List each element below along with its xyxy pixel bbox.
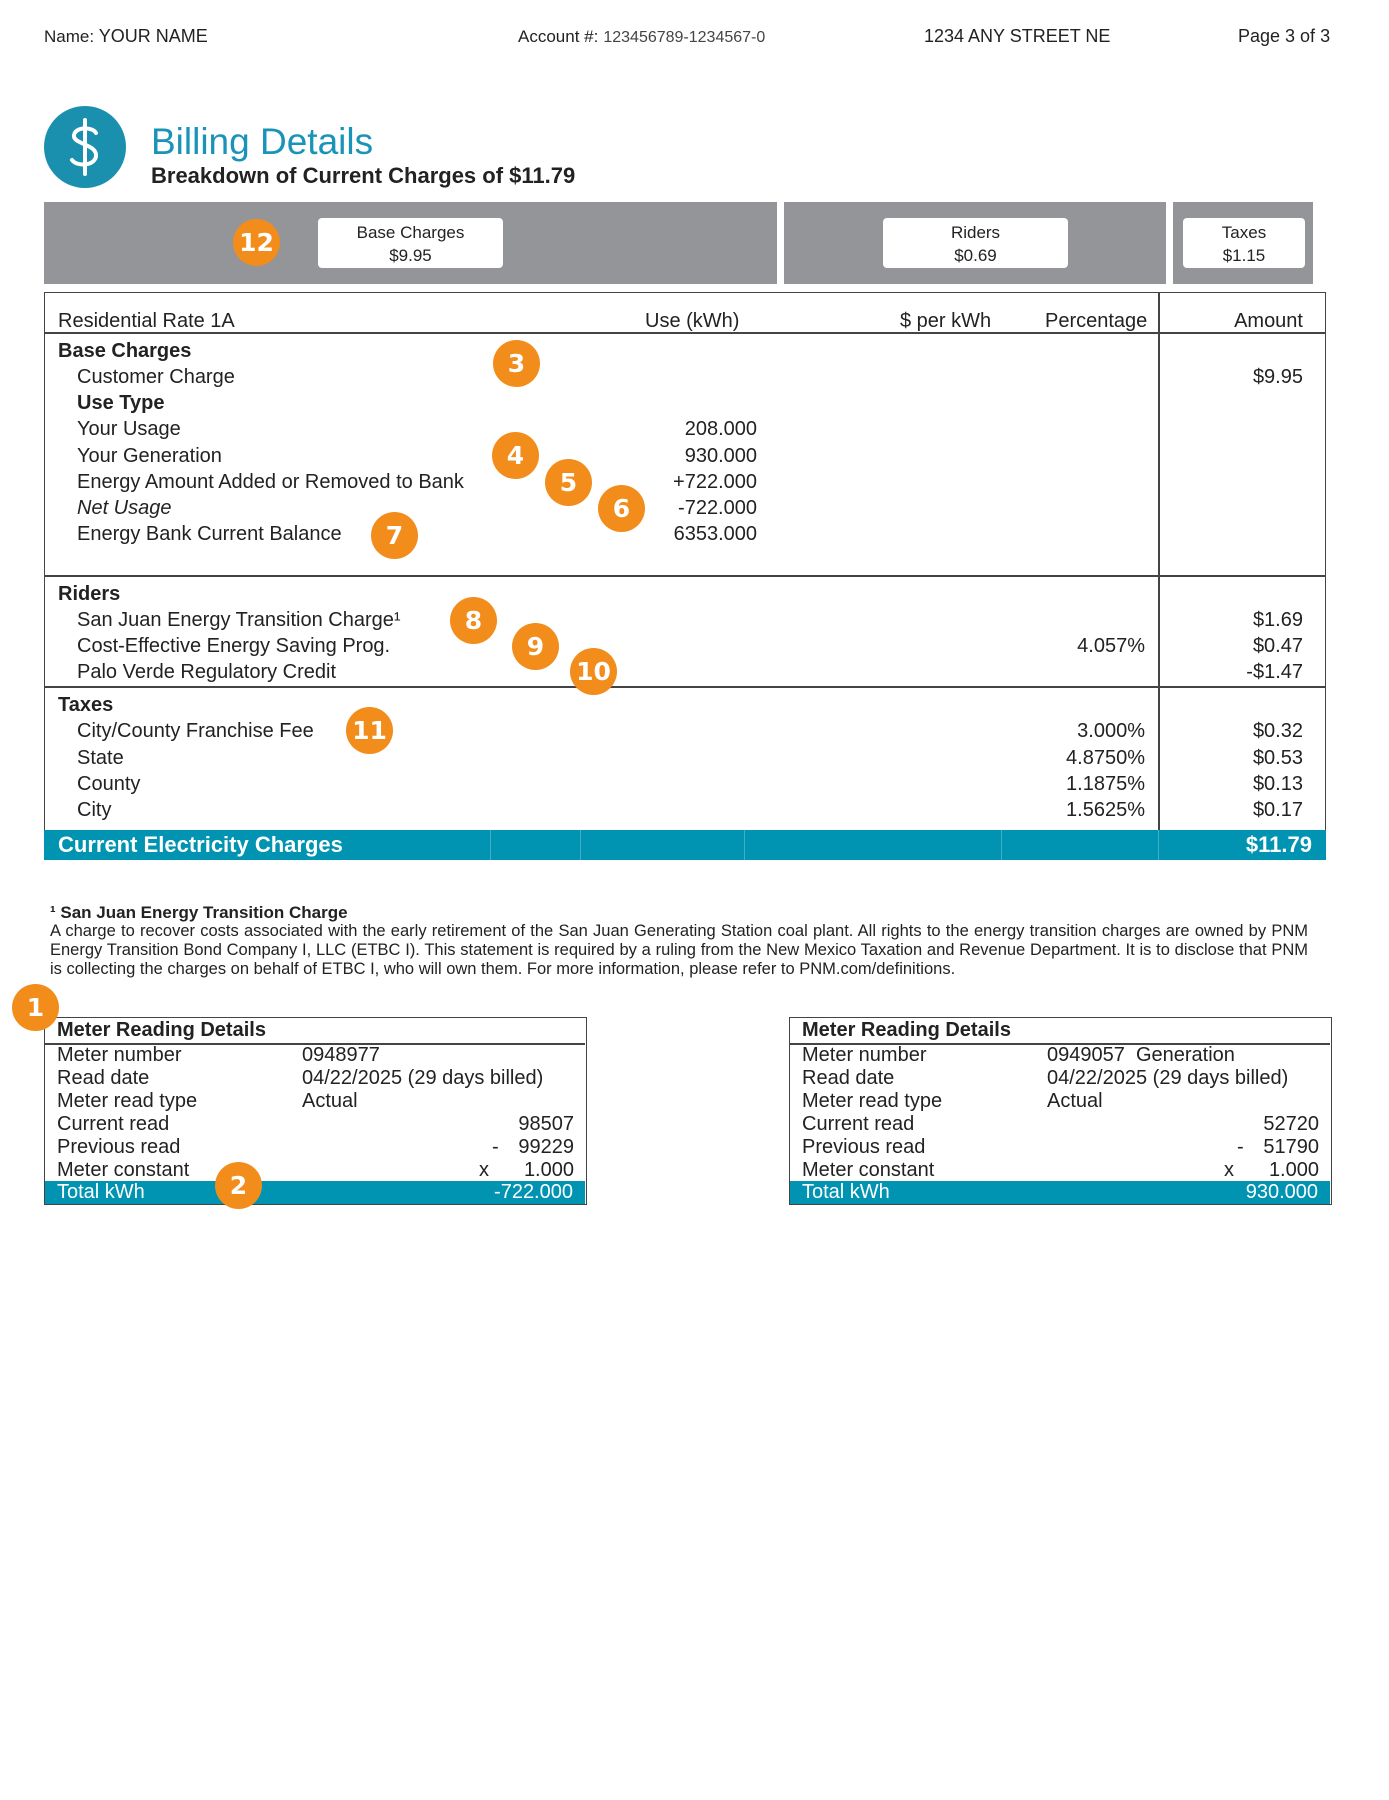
meter-total-label: Total kWh [57,1181,145,1203]
your-usage-value: 208.000 [684,418,757,440]
taxes-divider [44,686,1326,688]
city-pct: 1.5625% [1066,799,1145,821]
meter-total-bar [790,1181,1330,1204]
meter-panel-generation [789,1017,1332,1205]
footnote-title: ¹ San Juan Energy Transition Charge [50,903,348,922]
meter-constant-value: 1.000 [1268,1159,1319,1181]
page-subtitle: Breakdown of Current Charges of $11.79 [151,163,576,188]
total-bar-separator [490,830,491,860]
county-pct: 1.1875% [1066,773,1145,795]
name-value: YOUR NAME [98,26,208,46]
row-your-usage: Your Usage [77,418,181,440]
subsection-use-type: Use Type [77,392,165,414]
county-amount: $0.13 [1252,773,1303,795]
summary-taxes-box [1183,218,1305,268]
bank-balance-value: 6353.000 [673,523,757,545]
header-account [518,26,765,47]
read-type-value: Actual [302,1090,358,1112]
total-bar-separator [1158,830,1159,860]
dollar-icon [44,106,126,188]
amount-column-divider [1158,292,1160,830]
summary-riders-box [883,218,1068,268]
previous-read-label: Previous read [57,1136,181,1158]
row-state: State [77,747,124,769]
callout-marker-1: 1 [12,984,59,1031]
total-charges-label: Current Electricity Charges [58,832,343,857]
previous-read-sign: - [1237,1136,1244,1158]
current-read-value: 98507 [518,1113,574,1135]
summary-base-label: Base Charges [356,223,465,242]
meter-constant-value: 1.000 [523,1159,574,1181]
account-value: 123456789-1234567-0 [603,29,766,46]
account-label: Account #: [518,27,599,46]
franchise-pct: 3.000% [1077,720,1145,742]
callout-marker-12: 12 [233,219,280,266]
riders-divider [44,575,1326,577]
row-customer-charge: Customer Charge [77,366,235,388]
meter-constant-sign: x [479,1159,489,1181]
callout-marker-11: 11 [346,707,393,754]
meter-heading: Meter Reading Details [57,1019,266,1041]
meter-constant-label: Meter constant [802,1159,935,1181]
header-page: Page 3 of 3 [1238,26,1331,46]
previous-read-value: 51790 [1263,1136,1319,1158]
read-date-value: 04/22/2025 (29 days billed) [1047,1067,1289,1089]
summary-taxes-value: $1.15 [1222,246,1266,265]
summary-riders-label: Riders [950,223,1001,242]
summary-taxes-label: Taxes [1221,223,1267,242]
customer-charge-amount: $9.95 [1252,366,1303,388]
cost-effective-pct: 4.057% [1077,635,1145,657]
read-type-label: Meter read type [802,1090,943,1112]
meter-number-label: Meter number [57,1044,182,1066]
summary-base-value: $9.95 [389,246,432,265]
read-date-label: Read date [802,1067,895,1089]
callout-marker-6: 6 [598,485,645,532]
header-address: 1234 ANY STREET NE [924,26,1111,46]
callout-marker-5: 5 [545,459,592,506]
row-county: County [77,773,141,795]
row-city: City [77,799,112,821]
name-label: Name: [44,27,95,46]
previous-read-label: Previous read [802,1136,926,1158]
meter-constant-label: Meter constant [57,1159,190,1181]
row-bank-balance: Energy Bank Current Balance [77,523,342,545]
city-amount: $0.17 [1252,799,1303,821]
col-header-per-kwh: $ per kWh [900,310,992,332]
current-read-value: 52720 [1263,1113,1319,1135]
meter-total-value: 930.000 [1245,1181,1318,1203]
read-date-label: Read date [57,1067,150,1089]
callout-marker-8: 8 [450,597,497,644]
col-header-rate: Residential Rate 1A [58,310,235,332]
meter-constant-sign: x [1224,1159,1234,1181]
total-bar-separator [744,830,745,860]
read-type-label: Meter read type [57,1090,198,1112]
row-net-usage: Net Usage [77,497,172,519]
cost-effective-amount: $0.47 [1252,635,1303,657]
state-pct: 4.8750% [1066,747,1145,769]
row-bank-added: Energy Amount Added or Removed to Bank [77,471,464,493]
section-base-charges: Base Charges [58,340,192,362]
total-charges-amount: $11.79 [1245,832,1312,857]
total-charges-bar [44,830,1326,860]
callout-marker-2: 2 [215,1162,262,1209]
previous-read-sign: - [492,1136,499,1158]
row-your-generation: Your Generation [77,445,222,467]
row-franchise-fee: City/County Franchise Fee [77,720,314,742]
col-header-use: Use (kWh) [645,310,740,332]
col-header-amount: Amount [1234,310,1303,332]
summary-riders-value: $0.69 [954,246,997,265]
total-bar-separator [580,830,581,860]
callout-marker-4: 4 [492,432,539,479]
net-usage-value: -722.000 [678,497,757,519]
callout-marker-10: 10 [570,648,617,695]
meter-panel-usage [44,1017,587,1205]
row-san-juan: San Juan Energy Transition Charge¹ [77,609,401,631]
section-taxes: Taxes [58,694,114,716]
current-read-label: Current read [57,1113,170,1135]
meter-total-value: -722.000 [494,1181,573,1203]
current-read-label: Current read [802,1113,915,1135]
row-cost-effective: Cost-Effective Energy Saving Prog. [77,635,391,657]
col-header-percentage: Percentage [1045,310,1148,332]
summary-base-box [318,218,503,268]
read-date-value: 04/22/2025 (29 days billed) [302,1067,544,1089]
callout-marker-7: 7 [371,512,418,559]
your-generation-value: 930.000 [684,445,757,467]
previous-read-value: 99229 [518,1136,574,1158]
footnote-body: A charge to recover costs associated with the early retirement of the San Juan Generating Station coal plant. All rights to the energy transition charges are owned by PNM Energy Transition Bond Company I, LLC (ETBC I). This statement is required by a ruling from the New Mexico Taxation and Revenue Department. It is to disclose that PNM is collecting the charges on behalf of ETBC I, who will own them. For more information, please refer to PNM.com/definitions. [50,922,1308,978]
meter-total-bar [45,1181,585,1204]
page-title: Billing Details [151,121,374,162]
meter-number-label: Meter number [802,1044,927,1066]
meter-total-label: Total kWh [802,1181,890,1203]
san-juan-amount: $1.69 [1252,609,1303,631]
header-name [44,26,208,47]
state-amount: $0.53 [1252,747,1303,769]
section-riders: Riders [58,583,121,605]
palo-verde-amount: -$1.47 [1246,661,1303,683]
franchise-amount: $0.32 [1252,720,1303,742]
bank-added-value: +722.000 [673,471,757,493]
total-bar-separator [1001,830,1002,860]
callout-marker-9: 9 [512,623,559,670]
meter-number-value: 0949057 Generation [1047,1044,1235,1066]
row-palo-verde: Palo Verde Regulatory Credit [77,661,337,683]
read-type-value: Actual [1047,1090,1103,1112]
callout-marker-3: 3 [493,340,540,387]
meter-number-value: 0948977 [302,1044,380,1066]
meter-heading: Meter Reading Details [802,1019,1011,1041]
